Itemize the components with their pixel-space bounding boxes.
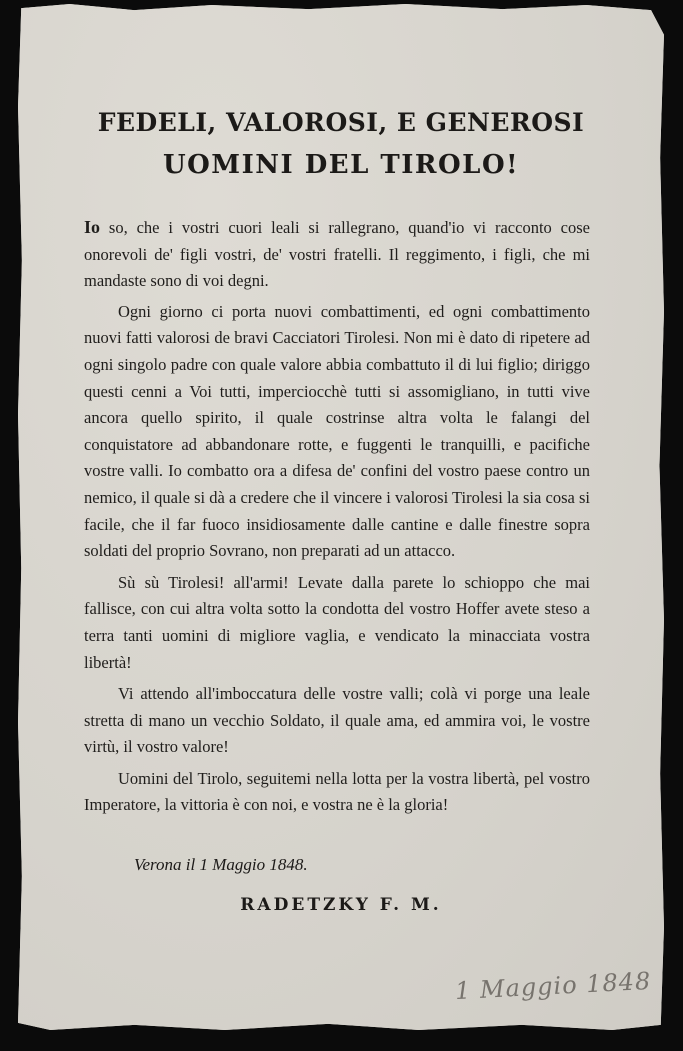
proclamation-title: FEDELI, VALOROSI, E GENEROSI [97, 108, 585, 137]
handwritten-note: 1 Maggio 1848 [454, 966, 652, 1006]
paragraph-2: Ogni giorno ci porta nuovi combattimenti, ed ogni combattimento nuovi fatti valorosi de bravi Cacciatori Tirolesi. Non mi è dato di ripetere ad ogni singolo padre con quale valore abbia combattuto il di lui figlio; diriggo questi cenni a Voi tutti, imperciocchè tutti si assomigliano, in tutti vive ancora quello spirito, il quale costrinse altra volta le falangi del conquistatore ad abbandonare rotte, e fuggenti le tranquilli, e pacifiche vostre valli. Io combatto ora a difesa de' confini del vostro paese contro un nemico, il quale si dà a credere che il vincere i valorosi Tirolesi la sia cosa si facile, che il far fuoco insidiosamente dalle cantine e dalle finestre sopra soldati del proprio Sovrano, non preparati ad un attacco. [84, 301, 590, 561]
paragraph-1 [84, 214, 590, 295]
paragraph-3: Sù sù Tirolesi! all'armi! Levate dalla parete lo schioppo che mai fallisce, con cui altra volta sotto la condotta del vostro Hoffer avete steso a terra tanti uomini di migliore vaglia, e vendicato la minacciata vostra libertà! [84, 572, 590, 672]
signature: RADETZKY F. M. [240, 895, 442, 915]
proclamation-body [84, 214, 590, 819]
paragraph-text: so, che i vostri cuori leali si rallegrano, quand'io vi racconto cose onorevoli de' figli vostri, de' vostri fratelli. Il reggimento, i figli, che mi mandaste sono di voi degni. [84, 218, 590, 291]
proclamation-subtitle: UOMINI DEL TIROLO! [162, 150, 520, 180]
drop-cap: Io [84, 217, 101, 237]
paragraph-5: Uomini del Tirolo, seguitemi nella lotta per la vostra libertà, pel vostro Imperatore, la vittoria è con noi, e vostra ne è la gloria! [84, 768, 590, 815]
paragraph-4: Vi attendo all'imboccatura delle vostre valli; colà vi porge una leale stretta di mano un vecchio Soldato, il quale ama, ed ammira voi, le vostre virtù, il vostro valore! [84, 684, 590, 757]
date-line: Verona il 1 Maggio 1848. [134, 855, 308, 874]
